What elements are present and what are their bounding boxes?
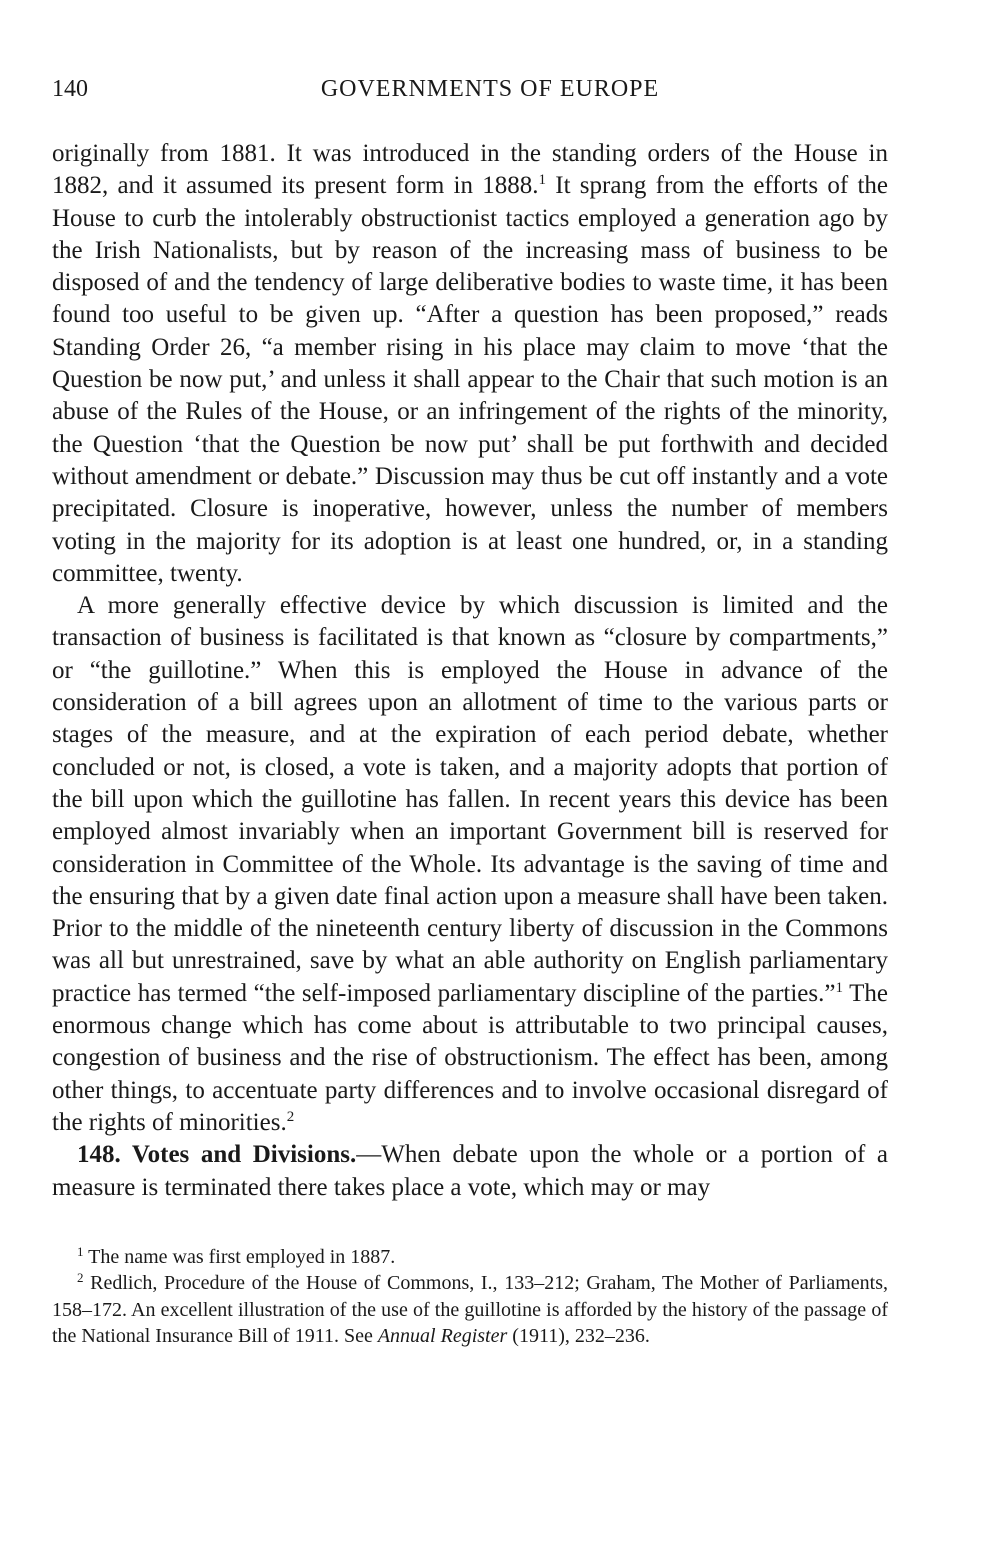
footnote-mark: 1: [77, 1243, 84, 1259]
footnote-mark: 2: [77, 1270, 84, 1286]
paragraph-closure: [52, 138, 888, 590]
paragraph-text: —When debate upon the whole or a portion of a measure is terminated there takes place a vote, which may or may: [52, 1141, 888, 1201]
paragraph-text: It sprang from the efforts of the House to curb the intolerably obstructionist tactics employed a generation ago by the Irish Nationalists, but by reason of the increasing mass of business to be disposed of and the tendency of large deliberative bodies to waste time, it has been found too useful to be given up. “After a question has been proposed,” reads Standing Order 26, “a member rising in his place may claim to move ‘that the Question be now put,’ and unless it shall appear to the Chair that such motion is an abuse of the Rules of the House, or an infringement of the rights of the minority, the Question ‘that the Question be now put’ shall be put forthwith and decided without amendment or debate.” Discussion may thus be cut off instantly and a vote precipitated. Closure is inoperative, however, unless the number of members voting in the majority for its adoption is at least one hundred, or, in a standing committee, twenty.: [52, 172, 888, 587]
body-text: [52, 138, 888, 1204]
running-title: GOVERNMENTS OF EUROPE: [320, 76, 660, 102]
book-page: [52, 72, 888, 1350]
footnote-ref[interactable]: 1: [835, 979, 843, 996]
footnote-text: (1911), 232–236.: [507, 1325, 650, 1348]
running-head: [52, 72, 888, 106]
paragraph-text: A more generally effective device by which discussion is limited and the transaction of business is facilitated is that known as “closure by compartments,” or “the guillotine.” When this is employed the House in advance of the consideration of a bill agrees upon an allotment of time to the various parts or stages of the measure, and at the expiration of each period debate, whether concluded or not, is closed, a vote is taken, and a majority adopts that portion of the bill upon which the guillotine has fallen. In recent years this device has been employed almost invariably when an important Government bill is reserved for consideration in Committee of the Whole. Its advantage is the saving of time and the ensuring that by a given date final action upon a measure shall have been taken. Prior to the middle of the nineteenth century liberty of discussion in the Commons was all but unrestrained, save by what an able authority on English parliamentary practice has termed “the self-imposed parliamentary discipline of the parties.”: [52, 592, 888, 1007]
footnote-title-italic: Annual Register: [377, 1325, 508, 1348]
section-heading: 148. Votes and Divisions.: [77, 1141, 357, 1169]
footnote-ref[interactable]: 1: [538, 172, 546, 189]
footnote-text: The name was first employed in 1887.: [83, 1245, 396, 1268]
footnote-ref[interactable]: 2: [286, 1108, 295, 1125]
footnote-text: Redlich, Procedure of the House of Commons, I., 133–212; Graham, The Mother of Parliaments, 158–172. An excellent illustration of the use of the guillotine is afforded by the history of the passage of the National Insurance Bill of 1911. See: [52, 1272, 888, 1348]
footnote-1: [52, 1244, 888, 1271]
page-number: 140: [52, 76, 88, 102]
paragraph-text: originally from 1881. It was introduced in the standing orders of the House in 1882, and it assumed its present form in 1888.: [52, 140, 888, 200]
footnotes: [52, 1244, 888, 1350]
paragraph-text: The enormous change which has come about is attributable to two principal causes, congestion of business and the rise of obstructionism. The effect has been, among other things, to accentuate party differences and to involve occasional disregard of the rights of minorities.: [52, 979, 888, 1136]
paragraph-guillotine: [52, 590, 888, 1139]
footnote-2: [52, 1270, 888, 1350]
paragraph-votes: [52, 1139, 888, 1204]
